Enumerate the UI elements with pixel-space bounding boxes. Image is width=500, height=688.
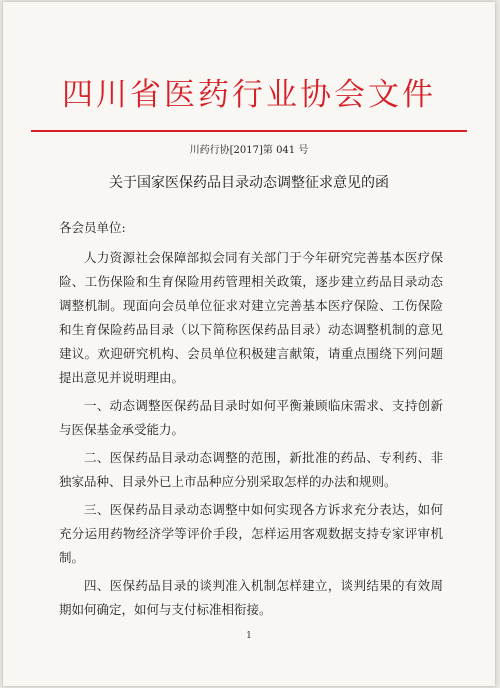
body-paragraph-item-1: 一、动态调整医保药品目录时如何平衡兼顾临床需求、支持创新与医保基金承受能力。 — [59, 398, 443, 437]
body-paragraph-item-2: 二、医保药品目录动态调整的范围，新批准的药品、专利药、非独家品种、目录外已上市品种应分别采取怎样的办法和规则。 — [59, 450, 443, 489]
org-header-title: 四川省医药行业协会文件 — [62, 77, 436, 113]
document-number: 川药行协[2017]第 041 号 — [189, 145, 309, 156]
document-subject: 关于国家医保药品目录动态调整征求意见的函 — [109, 175, 389, 191]
body-paragraph-item-3: 三、医保药品目录动态调整中如何实现各方诉求充分表达，如何充分运用药物经济学等评价手段，怎样运用客观数据支持专家评审机制。 — [59, 502, 443, 565]
body-paragraph-item-4: 四、医保药品目录的谈判准入机制怎样建立，谈判结果的有效周期如何确定，如何与支付标准相衔接。 — [59, 578, 443, 617]
document-page — [3, 2, 495, 686]
document-body — [59, 216, 443, 626]
body-paragraph-intro: 人力资源社会保障部拟会同有关部门于今年研究完善基本医疗保险、工伤保险和生育保险用药管理相关政策，逐步建立药品目录动态调整机制。现面向会员单位征求对建立完善基本医疗保险、工伤保险和生育保险药品目录（以下简称医保药品目录）动态调整机制的意见建议。欢迎研究机构、会员单位积极建言献策，请重点围绕下列问题提出意见并说明理由。 — [59, 250, 443, 385]
red-divider-line — [31, 130, 467, 132]
page-number: 1 — [246, 631, 252, 641]
salutation: 各会员单位: — [59, 220, 126, 235]
